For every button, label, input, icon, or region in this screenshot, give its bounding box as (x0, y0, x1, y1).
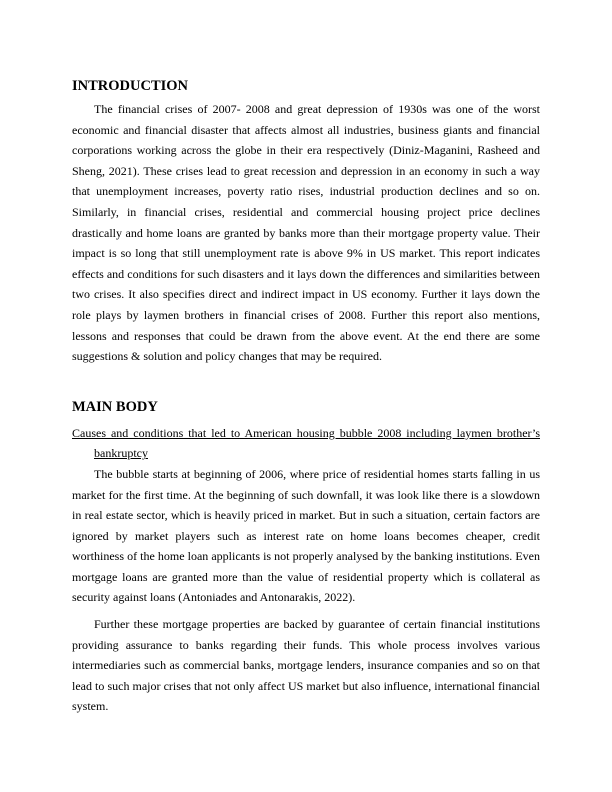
introduction-paragraph: The financial crises of 2007- 2008 and great depression of 1930s was one of the worst economic and financial disaster that affects almost all industries, business giants and financial corporations working across the globe in their era respectively (Diniz-Maganini, Rasheed and Sheng, 2021). These crises lead to great recession and depression in an economy in such a way that unemployment increases, poverty ratio rises, industrial production declines and so on. Similarly, in financial crises, residential and commercial housing project price declines drastically and home loans are granted by banks more than their mortgage property value. Their impact is so long that still unemployment rate is above 9% in US market. This report indicates effects and conditions for such disasters and it lays down the differences and similarities between two crises. It also specifies direct and indirect impact in US economy. Further it lays down the role plays by laymen brothers in financial crises of 2008. Further this report also mentions, lessons and responses that could be drawn from the above event. At the end there are some suggestions & solution and policy changes that may be required. (72, 102, 540, 364)
main-body-heading: MAIN BODY (72, 398, 158, 415)
page-content (72, 76, 540, 717)
mortgage-guarantee-paragraph: Further these mortgage properties are backed by guarantee of certain financial institutions providing assurance to banks regarding their funds. This whole process involves various intermediaries such as commercial banks, mortgage lenders, insurance companies and so on that lead to such major crises that not only affect US market but also influence, international financial system. (72, 617, 540, 714)
housing-bubble-paragraph: The bubble starts at beginning of 2006, where price of residential homes starts falling in us market for the first time. At the beginning of such downfall, it was look like there is a slowdown in real estate sector, which is heavily priced in market. But in such a situation, certain factors are ignored by market players such as interest rate on home loans becomes cheaper, credit worthiness of the home loan applicants is not properly analysed by the banking institutions. Even mortgage loans are granted more than the value of residential property which is collateral as security against loans (Antoniades and Antonarakis, 2022). (72, 466, 540, 605)
introduction-heading: INTRODUCTION (72, 78, 189, 94)
causes-subheading: Causes and conditions that led to American housing bubble 2008 including laymen brother’s bankruptcy (72, 425, 540, 461)
